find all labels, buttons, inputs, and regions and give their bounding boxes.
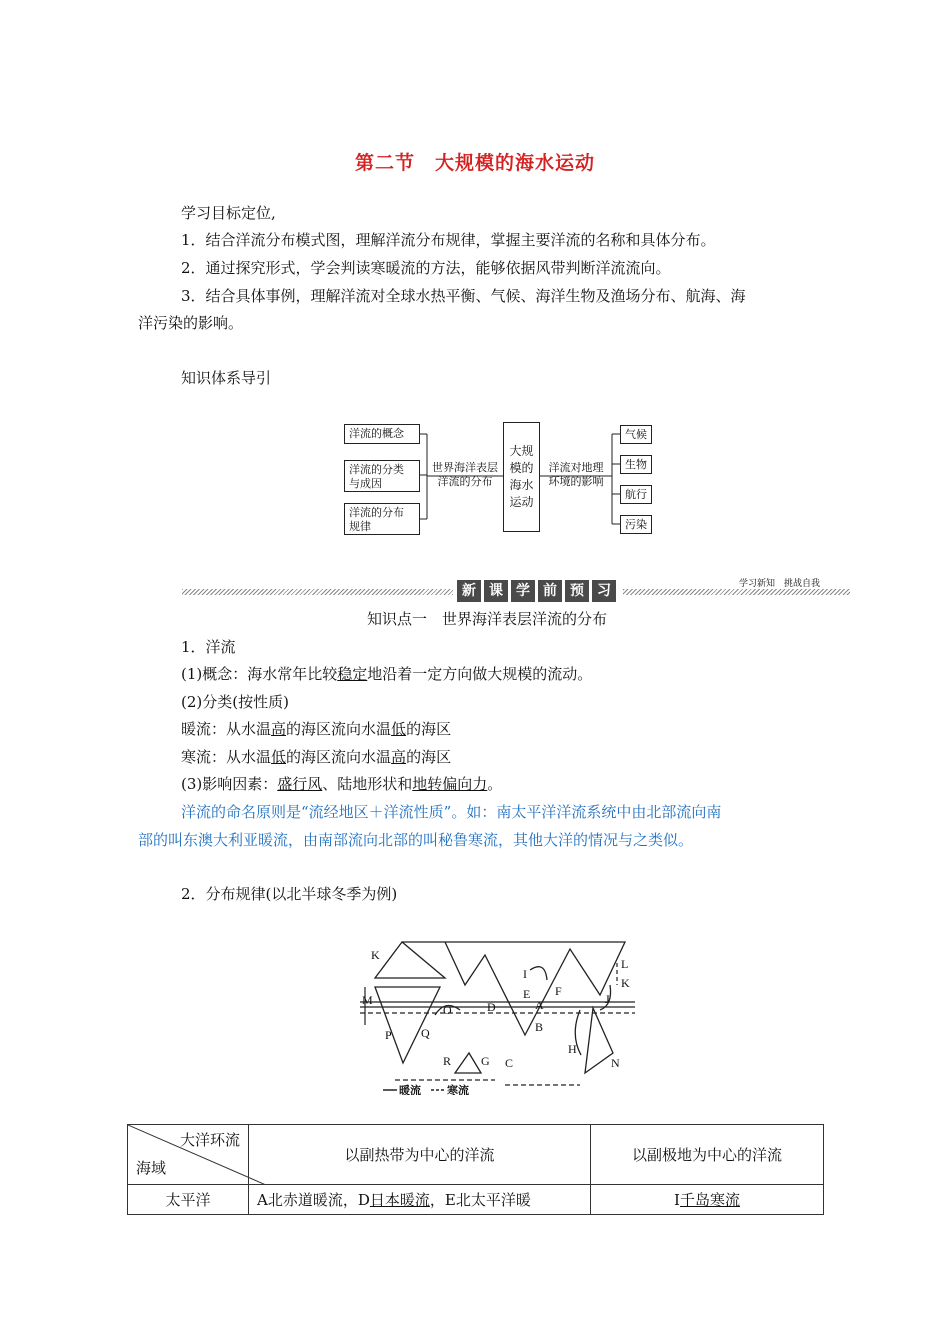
label-h: H — [568, 1042, 577, 1056]
sec1-concept: (1)概念：海水常年比较稳定地沿着一定方向做大规模的流动。 — [181, 665, 593, 683]
mindmap-climate: 气候 — [620, 425, 652, 444]
mindmap-center: 大规 模的 海水 运动 — [503, 422, 540, 532]
table-cell-ocean: 太平洋 — [128, 1185, 249, 1215]
objective-3b: 洋污染的影响。 — [138, 314, 244, 332]
sec1-heading: 1．洋流 — [181, 638, 236, 656]
label-i: I — [523, 967, 527, 981]
table-corner-bottom: 海域 — [136, 1159, 167, 1177]
table-cell-subtropical: A北赤道暖流，D日本暖流，E北太平洋暖 — [249, 1185, 591, 1215]
mindmap-surface-distribution: 世界海洋表层 洋流的分布 — [432, 461, 498, 488]
banner: 新 课 学 前 预 习 — [453, 580, 623, 602]
mindmap-distribution-pattern: 洋流的分布 规律 — [344, 503, 420, 535]
table-corner-cell — [128, 1125, 249, 1185]
label-m: M — [362, 993, 373, 1007]
mindmap-geo-impact: 洋流对地理 环境的影响 — [548, 461, 604, 488]
label-e: E — [523, 987, 531, 1001]
banner-right-caption: 学习新知 挑战自我 — [736, 576, 823, 589]
mindmap-classification-causes: 洋流的分类 与成因 — [344, 460, 420, 492]
label-a: A — [535, 998, 544, 1012]
label-k-west: K — [371, 948, 380, 962]
naming-note-2: 部的叫东澳大利亚暖流，由南部流向北部的叫秘鲁寒流，其他大洋的情况与之类似。 — [138, 831, 694, 849]
label-p: P — [385, 1028, 392, 1042]
objectives-heading: 学习目标定位, — [181, 204, 276, 222]
label-f: F — [555, 984, 562, 998]
objective-1: 1．结合洋流分布模式图，理解洋流分布规律，掌握主要洋流的名称和具体分布。 — [181, 231, 716, 249]
label-j: J — [605, 992, 610, 1006]
arc-i — [530, 967, 547, 980]
page-title: 第二节 大规模的海水运动 — [354, 152, 595, 174]
label-d: D — [487, 1000, 496, 1014]
mindmap-ocean-current-concept: 洋流的概念 — [344, 424, 420, 444]
knowledge-guide-heading: 知识体系导引 — [181, 369, 272, 387]
mindmap-navigation: 航行 — [620, 485, 652, 504]
table-cell-subpolar: I千岛寒流 — [591, 1185, 824, 1215]
label-l: L — [621, 957, 629, 971]
label-c: C — [505, 1056, 514, 1070]
label-r: R — [443, 1054, 452, 1068]
legend-cold-label: 寒流 — [447, 1085, 469, 1095]
knowledge-point-1-title: 知识点一 世界海洋表层洋流的分布 — [367, 610, 608, 628]
landmass-west — [375, 987, 440, 1063]
mindmap-pollution: 污染 — [620, 515, 652, 534]
sec1-cold: 寒流：从水温低的海区流向水温高的海区 — [181, 748, 452, 766]
table-row — [128, 1185, 824, 1215]
label-n: N — [611, 1056, 620, 1070]
naming-note-1: 洋流的命名原则是“流经地区＋洋流性质”。如：南太平洋洋流系统中由北部流向南 — [181, 803, 722, 821]
label-o: O — [443, 1003, 452, 1017]
label-q: Q — [421, 1026, 430, 1040]
table-header-subtropical: 以副热带为中心的洋流 — [249, 1125, 591, 1185]
landmass-rg — [455, 1053, 481, 1073]
sec1-warm: 暖流：从水温高的海区流向水温低的海区 — [181, 720, 452, 738]
landmass-east — [585, 1008, 613, 1073]
objective-2: 2．通过探究形式，学会判读寒暖流的方法，能够依据风带判断洋流流向。 — [181, 259, 671, 277]
objective-3a: 3．结合具体事例，理解洋流对全球水热平衡、气候、海洋生物及渔场分布、航海、海 — [181, 287, 746, 305]
sec2-heading: 2．分布规律(以北半球冬季为例) — [181, 885, 398, 903]
label-k-east: K — [621, 976, 630, 990]
label-b: B — [535, 1020, 544, 1034]
label-g: G — [481, 1054, 490, 1068]
mindmap-biology: 生物 — [620, 455, 652, 474]
ocean-current-diagram — [355, 935, 645, 1095]
legend-warm-label: 暖流 — [399, 1085, 421, 1095]
landmass-k — [375, 942, 445, 978]
sec1-factors: (3)影响因素：盛行风、陆地形状和地转偏向力。 — [181, 775, 503, 793]
table-header-subpolar: 以副极地为中心的洋流 — [591, 1125, 824, 1185]
sec1-classification: (2)分类(按性质) — [181, 693, 289, 711]
ocean-current-table — [127, 1124, 824, 1215]
table-corner-top: 大洋环流 — [179, 1131, 240, 1149]
